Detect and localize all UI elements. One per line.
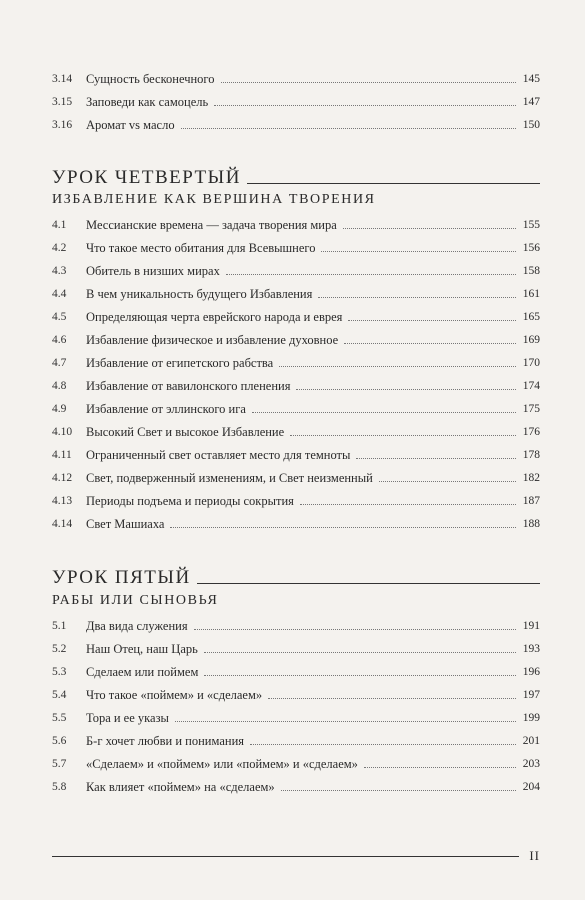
entry-number: 5.7 [52, 758, 67, 770]
toc-entry [52, 212, 540, 232]
entry-number: 4.2 [52, 242, 67, 254]
entry-title: В чем уникальность будущего Избавления [86, 287, 313, 301]
toc-entry [52, 327, 540, 347]
toc-entry [52, 281, 540, 301]
entry-title: Сделаем или поймем [86, 665, 199, 679]
entry-title: Как влияет «поймем» на «сделаем» [86, 780, 275, 794]
dot-leader [250, 744, 516, 745]
toc-entry [52, 235, 540, 255]
dot-leader [348, 320, 516, 321]
toc-entry [52, 350, 540, 370]
lesson-title: УРОК ЧЕТВЕРТЫЙ [52, 167, 241, 188]
entry-number: 4.5 [52, 311, 67, 323]
entry-page: 188 [522, 518, 540, 530]
entry-title: Ограниченный свет оставляет место для темноты [86, 448, 351, 462]
dot-leader [252, 412, 516, 413]
entry-title: Свет, подверженный изменениям, и Свет неизменный [86, 471, 373, 485]
entry-number: 4.13 [52, 495, 73, 507]
entry-title: Избавление от египетского рабства [86, 356, 274, 370]
entry-title: Высокий Свет и высокое Избавление [86, 425, 285, 439]
entry-number: 4.7 [52, 357, 67, 369]
entry-title: Что такое «поймем» и «сделаем» [86, 688, 263, 702]
dot-leader [221, 82, 517, 83]
entry-number: 4.4 [52, 288, 67, 300]
entry-page: 199 [522, 712, 540, 724]
dot-leader [296, 389, 516, 390]
entry-page: 170 [522, 357, 540, 369]
dot-leader [175, 721, 516, 722]
entry-number: 4.14 [52, 518, 73, 530]
entry-number: 5.2 [52, 643, 67, 655]
entry-page: 203 [522, 758, 540, 770]
dot-leader [379, 481, 516, 482]
entry-number: 3.14 [52, 73, 73, 85]
entry-title: Два вида служения [86, 619, 188, 633]
entry-number: 4.10 [52, 426, 73, 438]
entry-page: 178 [522, 449, 540, 461]
toc-entry [52, 728, 540, 748]
dot-leader [170, 527, 516, 528]
dot-leader [194, 629, 516, 630]
entry-title: Б-г хочет любви и понимания [86, 734, 245, 748]
toc-entry [52, 442, 540, 462]
entry-page: 191 [522, 620, 540, 632]
entry-title: Сущность бесконечного [86, 72, 215, 86]
footer-rule [52, 856, 519, 857]
lesson-title: УРОК ПЯТЫЙ [52, 567, 191, 588]
entry-number: 4.9 [52, 403, 67, 415]
lesson-heading [52, 562, 540, 588]
entry-page: 161 [522, 288, 540, 300]
entry-title: «Сделаем» и «поймем» или «поймем» и «сделаем» [86, 757, 358, 771]
entry-page: 155 [522, 219, 540, 231]
entry-page: 176 [522, 426, 540, 438]
entry-number: 4.8 [52, 380, 67, 392]
dot-leader [344, 343, 516, 344]
dot-leader [268, 698, 516, 699]
dot-leader [318, 297, 516, 298]
lesson-heading [52, 162, 540, 188]
toc-entry [52, 465, 540, 485]
toc-entry [52, 304, 540, 324]
dot-leader [356, 458, 516, 459]
entry-page: 204 [522, 781, 540, 793]
entry-page: 197 [522, 689, 540, 701]
dot-leader [214, 105, 516, 106]
dot-leader [290, 435, 516, 436]
entry-number: 4.11 [52, 449, 72, 461]
lesson-subtitle: ИЗБАВЛЕНИЕ КАК ВЕРШИНА ТВОРЕНИЯ [52, 192, 376, 207]
toc-entry [52, 682, 540, 702]
entry-page: 174 [522, 380, 540, 392]
toc-entry [52, 511, 540, 531]
heading-rule [197, 583, 540, 584]
entry-number: 3.15 [52, 96, 73, 108]
toc-entry [52, 66, 540, 86]
toc-entry [52, 659, 540, 679]
entry-page: 187 [522, 495, 540, 507]
entry-title: Свет Машиаха [86, 517, 165, 531]
toc-entry [52, 419, 540, 439]
dot-leader [343, 228, 516, 229]
entry-title: Наш Отец, наш Царь [86, 642, 198, 656]
entry-number: 5.6 [52, 735, 67, 747]
entry-number: 4.3 [52, 265, 67, 277]
entry-page: 201 [522, 735, 540, 747]
entry-title: Периоды подъема и периоды сокрытия [86, 494, 294, 508]
page-number: II [529, 848, 540, 863]
dot-leader [204, 652, 516, 653]
entry-number: 4.1 [52, 219, 67, 231]
entry-title: Тора и ее указы [86, 711, 169, 725]
entry-title: Аромат vs масло [86, 118, 175, 132]
toc-entry [52, 112, 540, 132]
entry-number: 5.1 [52, 620, 67, 632]
toc-entry [52, 636, 540, 656]
toc-entry [52, 488, 540, 508]
entry-page: 169 [522, 334, 540, 346]
dot-leader [321, 251, 516, 252]
entry-number: 5.4 [52, 689, 67, 701]
entry-page: 150 [522, 119, 540, 131]
entry-number: 5.8 [52, 781, 67, 793]
toc-entry [52, 774, 540, 794]
entry-title: Избавление физическое и избавление духовное [86, 333, 339, 347]
toc-entry [52, 373, 540, 393]
entry-page: 182 [522, 472, 540, 484]
entry-page: 158 [522, 265, 540, 277]
entry-title: Мессианские времена — задача творения мира [86, 218, 337, 232]
entry-page: 147 [522, 96, 540, 108]
toc-entry [52, 751, 540, 771]
entry-title: Что такое место обитания для Всевышнего [86, 241, 316, 255]
toc-entry [52, 613, 540, 633]
entry-page: 196 [522, 666, 540, 678]
entry-page: 175 [522, 403, 540, 415]
dot-leader [364, 767, 516, 768]
entry-title: Избавление от вавилонского пленения [86, 379, 291, 393]
entry-title: Избавление от эллинского ига [86, 402, 246, 416]
dot-leader [204, 675, 516, 676]
entry-number: 5.3 [52, 666, 67, 678]
entry-title: Определяющая черта еврейского народа и еврея [86, 310, 343, 324]
entry-number: 4.12 [52, 472, 73, 484]
entry-page: 156 [522, 242, 540, 254]
lesson-subtitle: РАБЫ ИЛИ СЫНОВЬЯ [52, 593, 219, 608]
toc-entry [52, 89, 540, 109]
entry-number: 5.5 [52, 712, 67, 724]
dot-leader [281, 790, 516, 791]
entry-page: 193 [522, 643, 540, 655]
dot-leader [300, 504, 516, 505]
entry-page: 165 [522, 311, 540, 323]
dot-leader [279, 366, 516, 367]
entry-number: 4.6 [52, 334, 67, 346]
entry-title: Заповеди как самоцель [86, 95, 209, 109]
toc-entry [52, 705, 540, 725]
dot-leader [181, 128, 516, 129]
dot-leader [226, 274, 516, 275]
entry-number: 3.16 [52, 119, 73, 131]
page-footer [52, 846, 540, 866]
toc-entry [52, 396, 540, 416]
toc-entry [52, 258, 540, 278]
entry-title: Обитель в низших мирах [86, 264, 220, 278]
entry-page: 145 [522, 73, 540, 85]
heading-rule [247, 183, 540, 184]
